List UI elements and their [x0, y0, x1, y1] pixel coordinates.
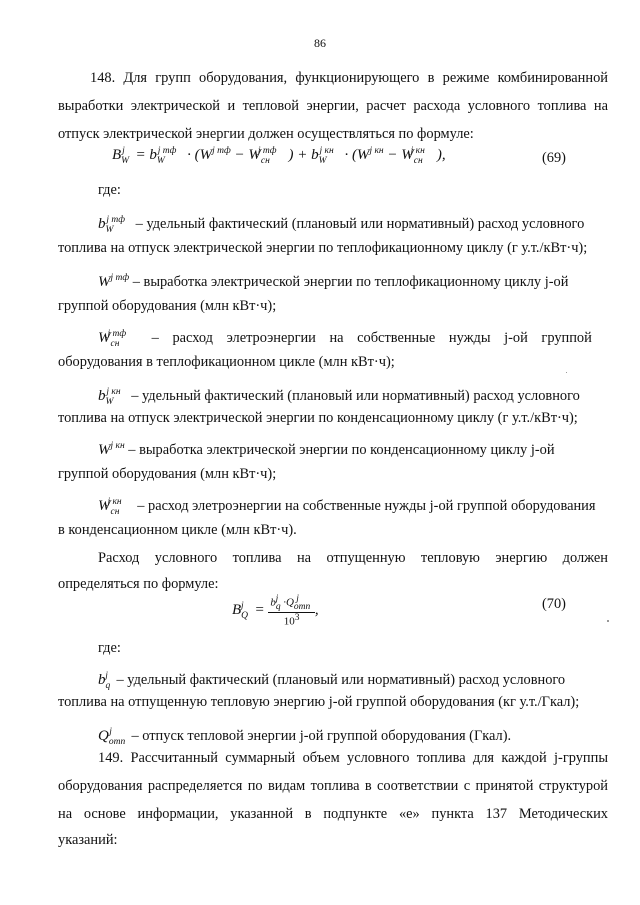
formula-69: $B_W^j = b_W^{j тф} \cdot (W^{j тф} - W_{сн}^{j тф}$ ) + $b_W^{j кн} \cdot (W^{j кн} - W_{сн}^{j кн}$ ),: [112, 146, 446, 166]
def-wsn-kn: $W_{сн}^{j кн}$ – расход элетроэнергии на собственные нужды j-ой группой оборудования: [98, 497, 596, 517]
p149-line1: 149. Рассчитанный суммарный объем условного топлива для каждой j-группы: [98, 750, 608, 766]
scan-speck: [566, 372, 567, 373]
equation-number-70: (70): [542, 596, 566, 612]
def-bw-kn-cont: топлива на отпуск электрической энергии по конденсационному циклу (г у.т./кВт·ч);: [58, 410, 578, 426]
p148-line3: отпуск электрической энергии должен осуществляться по формуле:: [58, 126, 474, 142]
def-w-kn-cont: группой оборудования (млн кВт·ч);: [58, 466, 277, 482]
heat-line1: Расход условного топлива на отпущенную тепловую энергию должен: [98, 550, 608, 566]
page-number: 86: [314, 36, 326, 50]
symbol-bw-tf: $b_W^{j тф}$: [98, 215, 126, 235]
def-wsn-tf: $W_{сн}^{j тф}$ – расход элетроэнергии на собственные нужды j-ой группой: [98, 329, 592, 349]
def-wsn-kn-cont: в конденсационном цикле (млн кВт·ч).: [58, 522, 297, 538]
p148-line2: выработки электрической и тепловой энергии, расчет расхода условного топлива на: [58, 98, 608, 114]
equation-number-69: (69): [542, 150, 566, 166]
def-w-tf: $W^{j тф}$ – выработка электрической энергии по теплофикационному циклу j-ой: [98, 273, 569, 290]
p149-line4: указаний:: [58, 832, 118, 848]
where-label-2: где:: [98, 640, 121, 656]
p149-line2: оборудования распределяется по видам топлива в соответствии с принятой структурой: [58, 778, 608, 794]
def-bq: $b_q^j$ – удельный фактический (плановый или нормативный) расход условного: [98, 671, 566, 691]
symbol-w-kn: $W^{j кн}$: [98, 441, 125, 458]
def-wsn-tf-cont: оборудования в теплофикационном цикле (млн кВт·ч);: [58, 354, 395, 370]
symbol-wsn-kn: $W_{сн}^{j кн}$: [98, 497, 122, 517]
formula-70-fraction: $\frac{b_q^j \cdot Q_{отп}^j}{10^3}$: [268, 594, 315, 628]
symbol-bw-kn: $b_W^{j кн}$: [98, 387, 121, 407]
heat-line2: определяться по формуле:: [58, 576, 219, 592]
formula-70: $B_Q^j$ = $\frac{b_q^j \cdot Q_{отп}^j}{10^3}$ ,: [232, 594, 319, 628]
symbol-qotp: $Q_{отп}^j$: [98, 727, 126, 747]
def-bq-cont: топлива на отпущенную тепловую энергию j-ой группой оборудования (кг у.т./Гкал);: [58, 694, 580, 710]
def-bw-tf: $b_W^{j тф}$ – удельный фактический (плановый или нормативный) расход условного: [98, 215, 585, 235]
p148-line1: 148. Для групп оборудования, функционирующего в режиме комбинированной: [90, 70, 608, 86]
def-w-kn: $W^{j кн}$ – выработка электрической энергии по конденсационному циклу j-ой: [98, 441, 555, 458]
symbol-wsn-tf: $W_{сн}^{j тф}$: [98, 329, 127, 349]
where-label-1: где:: [98, 182, 121, 198]
symbol-bq: $b_q^j$: [98, 671, 111, 691]
scan-speck: [607, 620, 609, 622]
def-qotp: $Q_{отп}^j$ – отпуск тепловой энергии j-ой группой оборудования (Гкал).: [98, 727, 512, 747]
def-w-tf-cont: группой оборудования (млн кВт·ч);: [58, 298, 277, 314]
p149-line3: на основе информации, указанной в подпункте «е» пункта 137 Методических: [58, 806, 608, 822]
symbol-w-tf: $W^{j тф}$: [98, 273, 130, 290]
def-bw-kn: $b_W^{j кн}$ – удельный фактический (плановый или нормативный) расход условного: [98, 387, 580, 407]
def-bw-tf-cont: топлива на отпуск электрической энергии по теплофикационному циклу (г у.т./кВт·ч);: [58, 240, 588, 256]
